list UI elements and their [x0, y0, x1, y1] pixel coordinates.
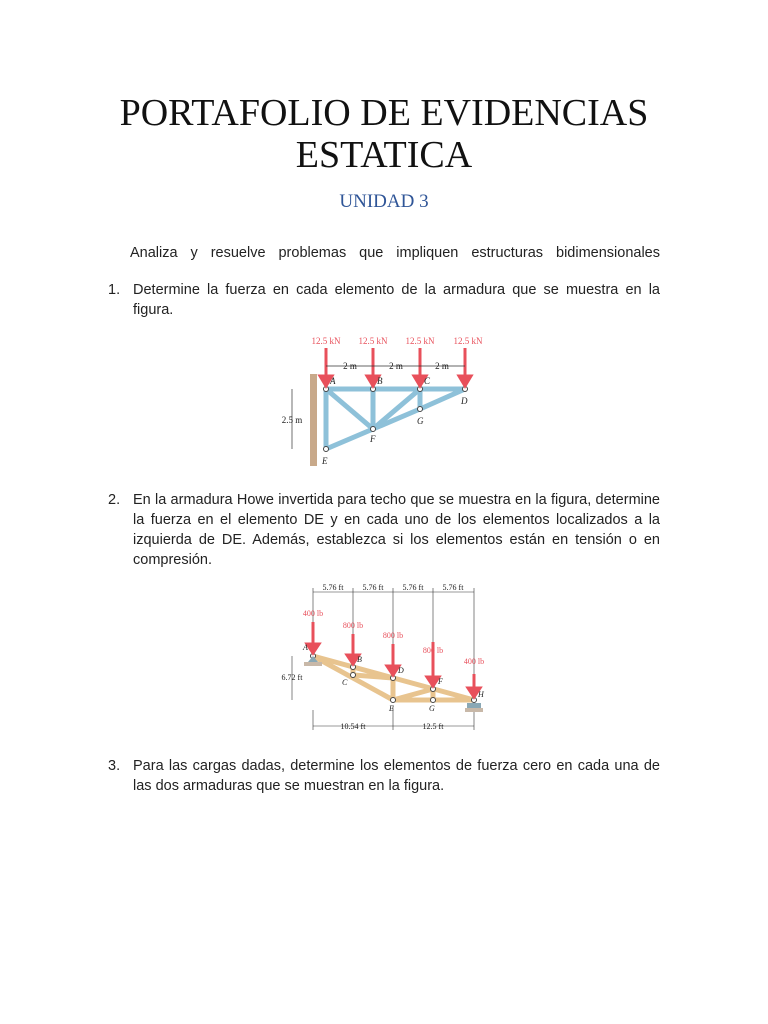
- node-label: G: [429, 704, 435, 713]
- problem-3: [108, 756, 660, 796]
- node-label: D: [398, 666, 404, 675]
- problem-text: Para las cargas dadas, determine los elementos de fuerza cero en cada una de las dos armaduras que se muestran en la figura.: [133, 758, 660, 794]
- node-label: E: [322, 456, 328, 466]
- node-label: H: [478, 690, 484, 699]
- node-label: G: [417, 416, 424, 426]
- problem-number: 2.: [108, 492, 121, 508]
- roller-support: [467, 703, 481, 708]
- span-label: 5.76 ft: [362, 583, 384, 592]
- truss-members: [326, 389, 465, 449]
- title-line-2: ESTATICA: [295, 134, 473, 176]
- spacing-label: 2 m: [435, 361, 449, 371]
- node-label: B: [377, 376, 383, 386]
- node-label: E: [389, 704, 394, 713]
- node-label: A: [303, 643, 308, 652]
- load-label: 12.5 kN: [453, 336, 483, 346]
- spacing-label: 2 m: [389, 361, 403, 371]
- truss-figure-1: [278, 332, 493, 472]
- title-line-1: PORTAFOLIO DE EVIDENCIAS: [119, 92, 649, 134]
- load-label: 800 lb: [342, 621, 364, 630]
- unit-heading: UNIDAD 3: [339, 191, 429, 212]
- node-label: C: [342, 678, 348, 687]
- load-label: 400 lb: [302, 609, 324, 618]
- node-label: B: [357, 655, 362, 664]
- problem-1: [108, 280, 660, 320]
- load-label: 12.5 kN: [358, 336, 388, 346]
- height-label: 2.5 m: [281, 415, 303, 425]
- load-label: 12.5 kN: [311, 336, 341, 346]
- problem-text: Determine la fuerza en cada elemento de la armadura que se muestra en la figura.: [133, 282, 660, 318]
- problem-2: [108, 490, 660, 570]
- load-label: 800 lb: [382, 631, 404, 640]
- node-label: D: [461, 396, 468, 406]
- intro-paragraph: Analiza y resuelve problemas que impliquen estructuras bidimensionales: [130, 245, 660, 261]
- document-title: [0, 92, 768, 176]
- node-label: F: [370, 434, 376, 444]
- node-label: F: [438, 677, 443, 686]
- problem-number: 1.: [108, 282, 121, 298]
- wall-support: [310, 374, 317, 466]
- span-label: 5.76 ft: [322, 583, 344, 592]
- node-label: A: [330, 376, 336, 386]
- spacing-label: 2 m: [343, 361, 357, 371]
- span-label: 12.5 ft: [422, 722, 444, 731]
- load-label: 12.5 kN: [405, 336, 435, 346]
- span-label: 5.76 ft: [442, 583, 464, 592]
- span-label: 10.54 ft: [340, 722, 366, 731]
- node-label: C: [424, 376, 431, 386]
- truss-figure-2: [272, 580, 497, 740]
- height-label: 6.72 ft: [281, 673, 303, 682]
- span-label: 5.76 ft: [402, 583, 424, 592]
- problem-number: 3.: [108, 758, 121, 774]
- load-label: 800 lb: [422, 646, 444, 655]
- load-label: 400 lb: [463, 657, 485, 666]
- problem-text: En la armadura Howe invertida para techo que se muestra en la figura, determine la fuerza en el elemento DE y en cada uno de los elementos localizados a la izquierda de DE. Además, establezca si los elementos están en tensión o en compresión.: [133, 492, 660, 568]
